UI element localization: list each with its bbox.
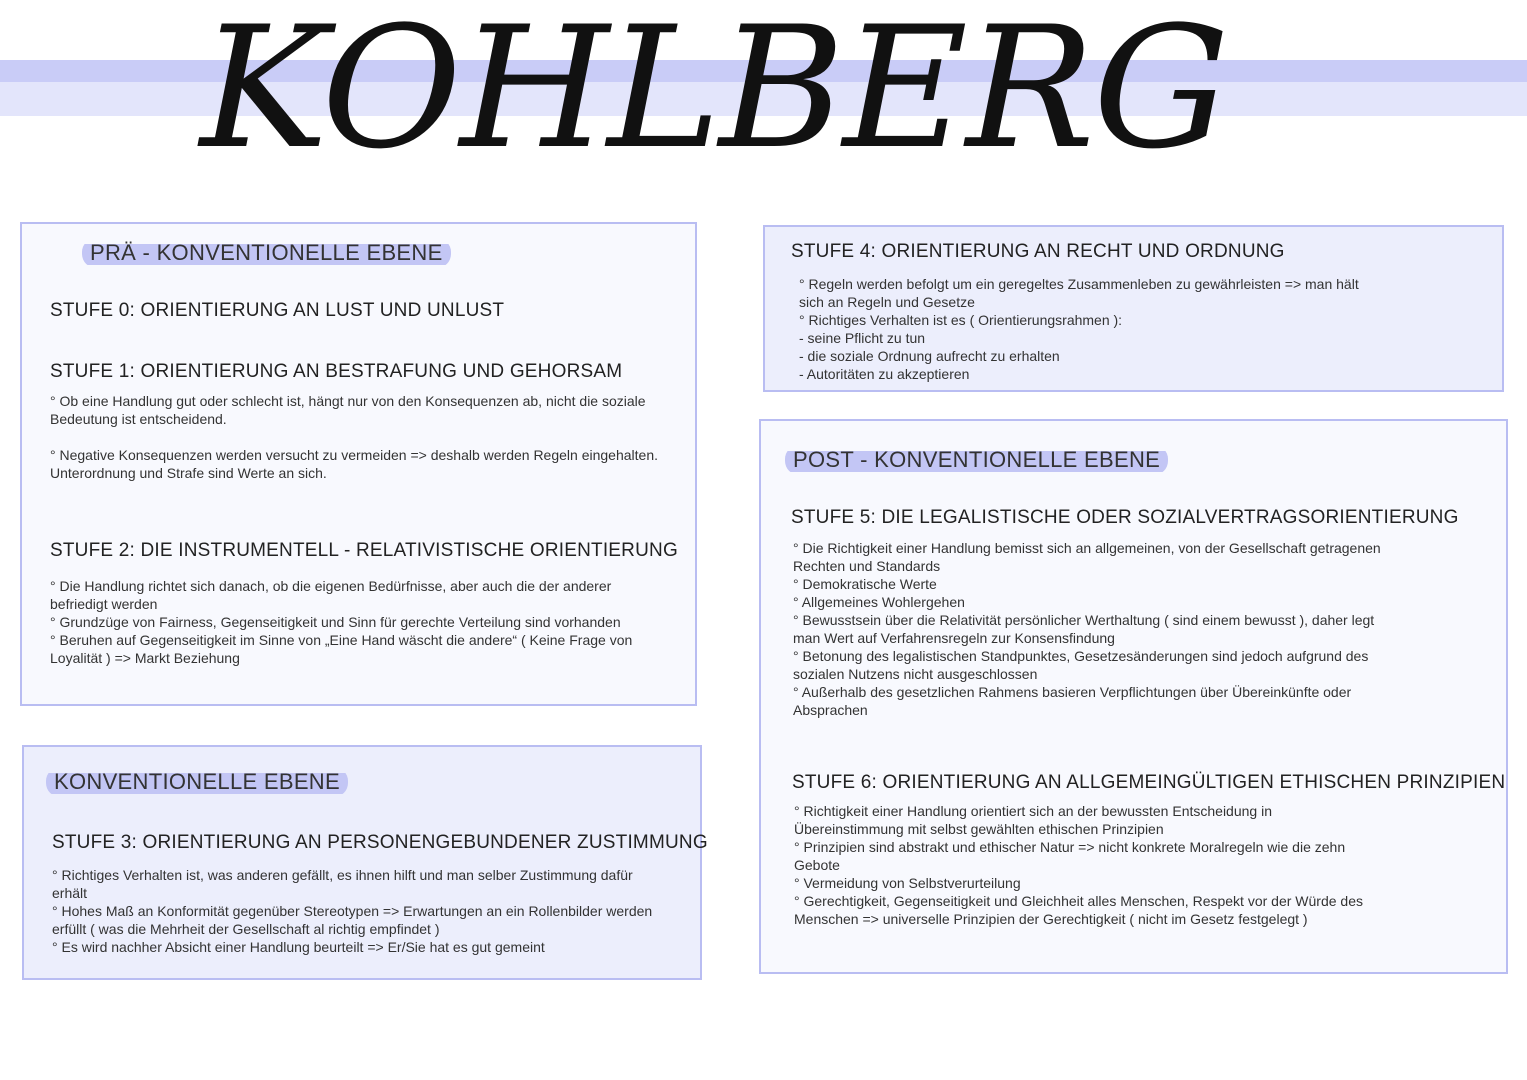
stage4-title: STUFE 4: ORIENTIERUNG AN RECHT UND ORDNUNG [791,241,1285,262]
page-title: KOHLBERG [200,0,1228,186]
text-line: ° Richtiges Verhalten ist, was anderen gefällt, es ihnen hilft und man selber Zustimmung dafür [52,867,633,883]
text-line: befriedigt werden [50,596,158,612]
conventional-card [22,745,708,980]
text-line: ° Bewusstsein über die Relativität persönlicher Werthaltung ( sind einem bewusst ), daher legt [793,612,1375,628]
text-line: ° Beruhen auf Gegenseitigkeit im Sinne von „Eine Hand wäscht die andere“ ( Keine Frage von [50,632,633,648]
text-line: erfüllt ( was die Mehrheit der Gesellschaft al richtig empfindet ) [52,921,440,937]
text-line: ° Regeln werden befolgt um ein geregeltes Zusammenleben zu gewährleisten => man hält [799,276,1359,292]
text-line: Bedeutung ist entscheidend. [50,411,227,427]
text-line: - seine Pflicht zu tun [799,330,926,346]
text-line: ° Betonung des legalistischen Standpunktes, Gesetzesänderungen sind jedoch aufgrund des [793,648,1369,664]
stage6-text [794,802,1494,928]
stage2-text [50,577,690,667]
text-line: ° Demokratische Werte [793,576,937,592]
text-line: ° Ob eine Handlung gut oder schlecht ist, hängt nur von den Konsequenzen ab, nicht die soziale [50,393,646,409]
text-line: Übereinstimmung mit selbst gewählten ethischen Prinzipien [794,821,1164,837]
text-line: Loyalität ) => Markt Beziehung [50,650,240,666]
text-line: Gebote [794,857,840,873]
text-line: ° Außerhalb des gesetzlichen Rahmens basieren Verpflichtungen über Übereinkünfte oder [793,684,1352,700]
stage4-text [799,275,1489,383]
text-line: Menschen => universelle Prinzipien der Gerechtigkeit ( nicht im Gesetz festgelegt ) [794,911,1308,927]
stage2-title: STUFE 2: DIE INSTRUMENTELL - RELATIVISTISCHE ORIENTIERUNG [50,540,678,561]
stage3-text [52,866,692,956]
text-line: ° Prinzipien sind abstrakt und ethischer Natur => nicht konkrete Moralregeln wie die zehn [794,839,1346,855]
text-line: ° Es wird nachher Absicht einer Handlung beurteilt => Er/Sie hat es gut gemeint [52,939,545,955]
text-line: ° Richtigkeit einer Handlung orientiert sich an der bewussten Entscheidung in [794,803,1272,819]
post-conventional-card [759,419,1508,974]
text-line: sich an Regeln und Gesetze [799,294,975,310]
stage1-title: STUFE 1: ORIENTIERUNG AN BESTRAFUNG UND GEHORSAM [50,361,623,382]
stage5-text [793,539,1493,719]
text-line: - die soziale Ordnung aufrecht zu erhalten [799,348,1060,364]
stage1-text [50,392,690,482]
text-line: man Wert auf Verfahrensregeln zur Konsensfindung [793,630,1115,646]
conventional-level-title: KONVENTIONELLE EBENE [46,767,348,797]
stage0-title: STUFE 0: ORIENTIERUNG AN LUST UND UNLUST [50,300,505,321]
pre-conventional-card [20,222,697,706]
text-line: ° Hohes Maß an Konformität gegenüber Stereotypen => Erwartungen an ein Rollenbilder werden [52,903,653,919]
text-line: sozialen Nutzens nicht ausgeschlossen [793,666,1038,682]
text-line: - Autoritäten zu akzeptieren [799,366,970,382]
text-line: ° Die Handlung richtet sich danach, ob die eigenen Bedürfnisse, aber auch die der anderer [50,578,612,594]
text-line: erhält [52,885,88,901]
text-line: ° Vermeidung von Selbstverurteilung [794,875,1021,891]
text-line: ° Negative Konsequenzen werden versucht zu vermeiden => deshalb werden Regeln eingehalten. [50,447,658,463]
pre-conventional-level-title: PRÄ - KONVENTIONELLE EBENE [82,238,451,268]
text-line: Rechten und Standards [793,558,941,574]
stage4-card [763,225,1504,392]
text-line: ° Gerechtigkeit, Gegenseitigkeit und Gleichheit alles Menschen, Respekt vor der Würde des [794,893,1363,909]
stage6-title: STUFE 6: ORIENTIERUNG AN ALLGEMEINGÜLTIGEN ETHISCHEN PRINZIPIEN [792,772,1506,793]
text-line: ° Grundzüge von Fairness, Gegenseitigkeit und Sinn für gerechte Verteilung sind vorhanden [50,614,621,630]
text-line: Absprachen [793,702,868,718]
text-line: ° Allgemeines Wohlergehen [793,594,965,610]
text-line: ° Die Richtigkeit einer Handlung bemisst sich an allgemeinen, von der Gesellschaft getragenen [793,540,1381,556]
text-line: Unterordnung und Strafe sind Werte an sich. [50,465,327,481]
post-conventional-level-title: POST - KONVENTIONELLE EBENE [785,445,1168,475]
text-line: ° Richtiges Verhalten ist es ( Orientierungsrahmen ): [799,312,1123,328]
stage3-title: STUFE 3: ORIENTIERUNG AN PERSONENGEBUNDENER ZUSTIMMUNG [52,832,708,853]
stage5-title: STUFE 5: DIE LEGALISTISCHE ODER SOZIALVERTRAGSORIENTIERUNG [791,507,1459,528]
